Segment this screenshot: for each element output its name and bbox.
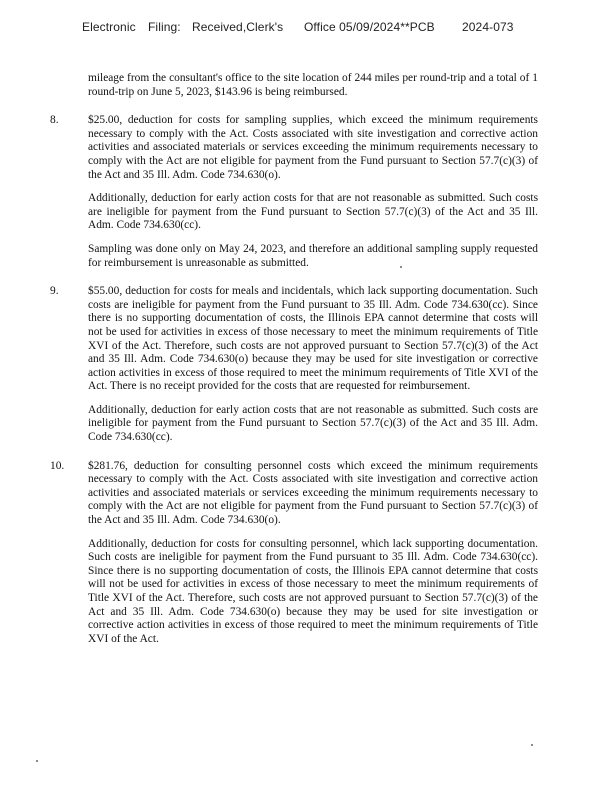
item-9-text-b: Additionally, deduction for early action costs that are not reasonable as submitted. Such costs are ineligible for payment from the Fund pursuant to Section 57.7(c)(3) of the Act and 35 Ill. Adm. Code 734.630(cc). <box>88 403 538 444</box>
paragraph-intro: mileage from the consultant's office to the site location of 244 miles per round-trip and a total of 1 round-trip on June 5, 2023, $143.96 is being reimbursed. <box>88 72 538 98</box>
header-office-date: Office 05/09/2024**PCB <box>304 20 435 34</box>
header-received-clerks: Received,Clerk's <box>192 20 284 34</box>
item-8-text-b: Additionally, deduction for early action costs for that are not reasonable as submitted. Such costs are ineligible for payment from the Fund pursuant to Section 57.7(c)(3) of the Act and 35 Ill. Adm. Code 734.630(cc). <box>88 192 538 232</box>
header-filing: Filing: <box>148 20 181 34</box>
scan-speck <box>36 760 38 762</box>
item-10-number: 10. <box>50 459 65 472</box>
header-electronic: Electronic <box>82 20 136 34</box>
header-case-number: 2024-073 <box>462 20 514 34</box>
item-8-text-c: Sampling was done only on May 24, 2023, and therefore an additional sampling supply requested for reimbursement is unreasonable as submitted. <box>88 242 538 269</box>
item-8 <box>50 114 538 182</box>
item-10 <box>50 459 538 528</box>
scan-speck <box>531 744 533 746</box>
item-9-text-a: $55.00, deduction for costs for meals and incidentals, which lack supporting documentation. Such costs are ineligible for payment from the Fund pursuant to 35 Ill. Adm. Code 734.630(cc). Since there is no supporting documentation of costs, the Illinois EPA cannot determine that costs will not be used for activities in excess of those necessary to meet the minimum requirements of Title XVI of the Act. Therefore, such costs are not approved pursuant to Section 57.7(c)(3) of the Act and 35 Ill. Adm. Code 734.630(o) because they may be used for site investigation or corrective action activities in excess of those required to meet the minimum requirements of Title XVI of the Act. There is no receipt provided for the costs that are requested for reimbursement. <box>88 285 538 393</box>
item-9 <box>50 285 538 394</box>
item-8-text-a: $25.00, deduction for costs for sampling supplies, which exceed the minimum requirements necessary to comply with the Act. Costs associated with site investigation and corrective action activities and associated materials or services exceeding the minimum requirements necessary to comply with the Act are not eligible for payment from the Fund pursuant to Section 57.7(c)(3) of the Act and 35 Ill. Adm. Code 734.630(o). <box>88 114 538 181</box>
item-9-number: 9. <box>50 285 59 298</box>
item-10-text-b: Additionally, deduction for costs for consulting personnel, which lack supporting documentation. Such costs are ineligible for payment from the Fund pursuant to 35 Ill. Adm. Code 734.630(cc). Since there is no supporting documentation of costs, the Illinois EPA cannot determine that costs will not be used for activities in excess of those necessary to meet the minimum requirements of Title XVI of the Act. Therefore, such costs are not approved pursuant to Section 57.7(c)(3) of the Act and 35 Ill. Adm. Code 734.630(o) because they may be used for site investigation or corrective action activities in excess of those required to meet the minimum requirements of Title XVI of the Act. <box>88 537 538 645</box>
item-8-number: 8. <box>50 114 59 127</box>
document-body <box>0 72 614 656</box>
item-10-text-a: $281.76, deduction for consulting personnel costs which exceed the minimum requirements necessary to comply with the Act. Costs associated with site investigation and corrective action activities and associated materials or services exceeding the minimum requirements necessary to comply with the Act are not eligible for payment from the Fund pursuant to Section 57.7(c)(3) of the Act and 35 Ill. Adm. Code 734.630(o). <box>88 459 538 527</box>
scan-speck <box>400 266 402 268</box>
